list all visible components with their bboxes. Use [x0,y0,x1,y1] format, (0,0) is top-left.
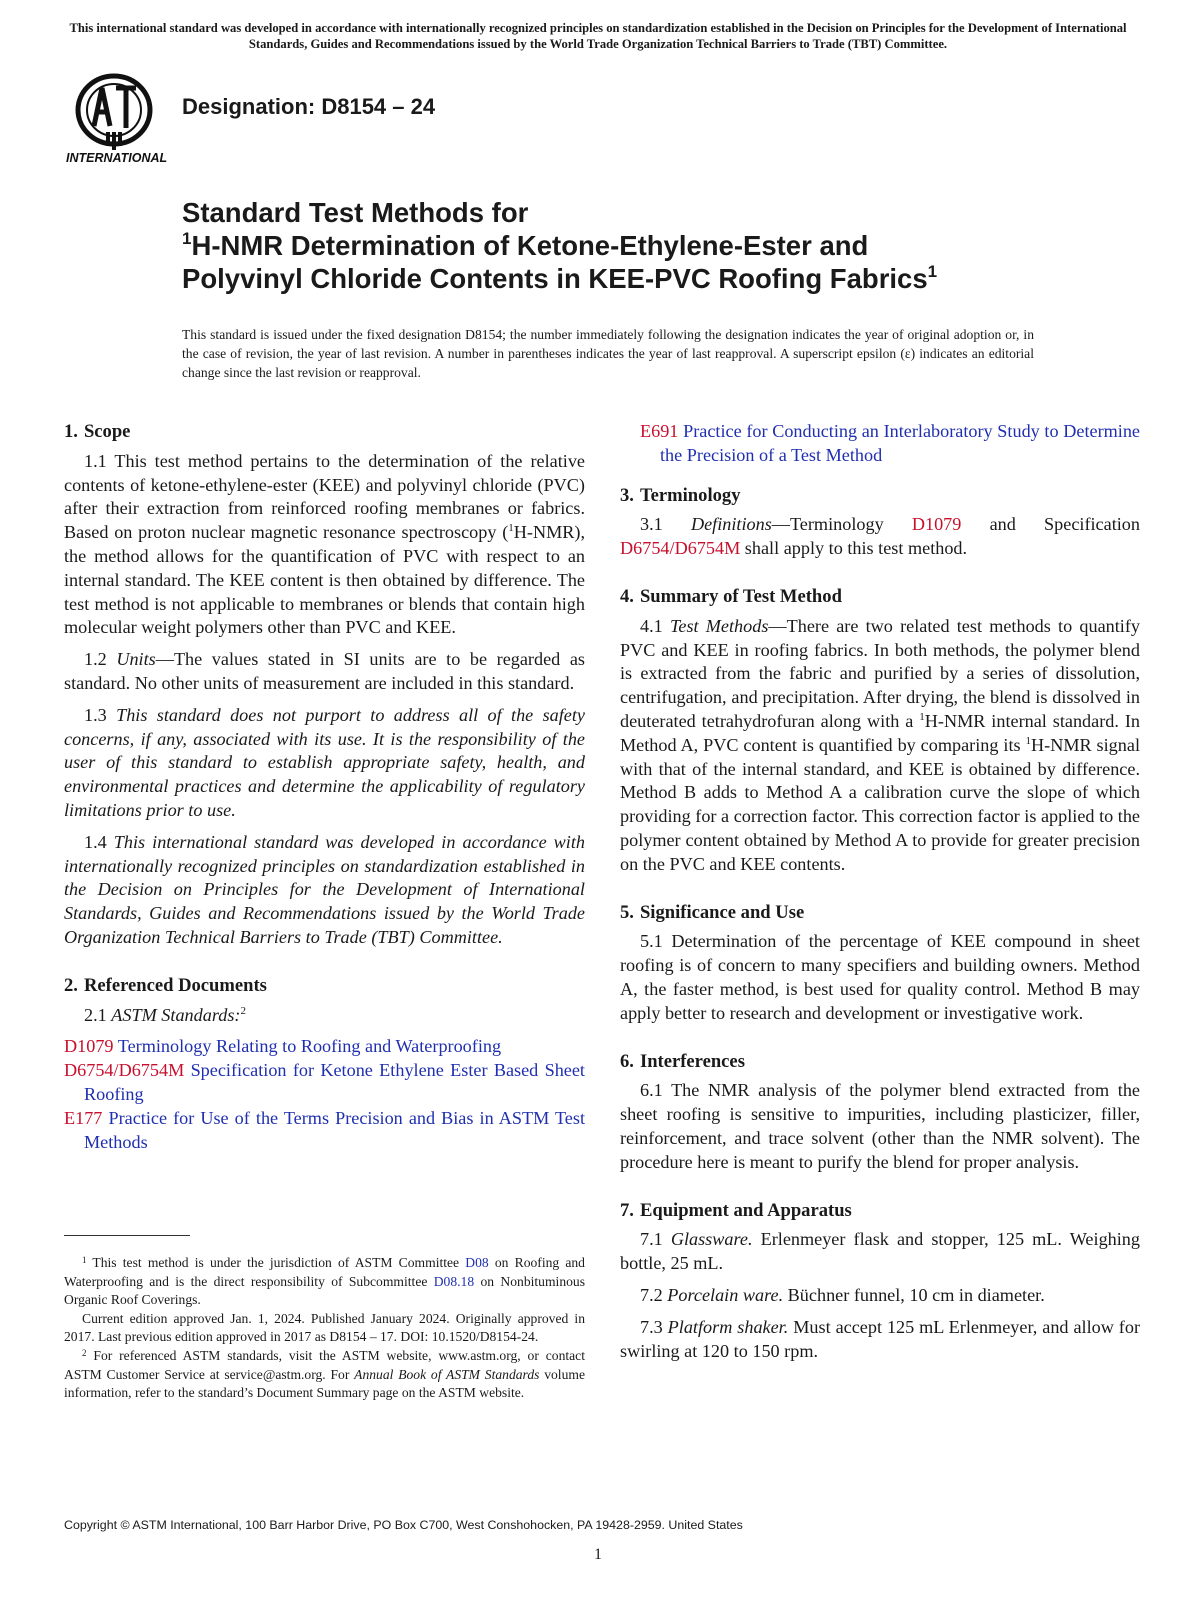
link-d08-18[interactable]: D08.18 [433,1273,475,1289]
section-heading-terminology: 3. Terminology [620,484,741,506]
para-6-1: 6.1 The NMR analysis of the polymer blend extracted from the sheet roofing is sensitive to impurities, including plasticizer, filler, reinforcement, and trace solvent (other than the NMR solvent). The procedure here is meant to purify the blend for proper analysis. [620,1080,1140,1172]
footnotes [64,1254,585,1403]
title-line-3: Polyvinyl Chloride Contents in KEE-PVC Roofing Fabrics$^1$ [182,262,938,294]
section-heading-referenced-documents: 2. Referenced Documents [64,974,267,996]
para-2-1: 2.1 ASTM Standards:$^2$ [84,1004,246,1025]
ref-d1079[interactable]: D1079 Terminology Relating to Roofing and Waterproofing [64,1036,502,1057]
para-4-1: 4.1 Test Methods—There are two related test methods to quantify PVC and KEE in roofing fabrics. In both methods, the polymer blend is extracted from the fabric and purified by a series of dissolution, centrifugation, and precipitation. After drying, the blend is dissolved in deuterated tetrahydrofuran along with a $^1$H-NMR internal standard. In Method A, PVC content is quantified by comparing its $^1$H-NMR signal with that of the internal standard, and KEE is obtained by difference. Method B adds to Method A a calibration curve the slope of which providing for a correction factor. This correction factor is applied to the polymer content obtained by Method A to provide for greater precision on the PVC and KEE contents. [620,615,1140,874]
section-heading-interferences: 6. Interferences [620,1050,745,1072]
left-column [64,420,585,1154]
logo-subtext: INTERNATIONAL [66,151,168,165]
issue-note: This standard is issued under the fixed designation D8154; the number immediately following the designation indicates the year of original adoption or, in the case of revision, the year of last revision. A number in parentheses indicates the year of last reapproval. A superscript epsilon (ε) indicates an editorial change since the last revision or reapproval. [182,327,1034,380]
link-d6754[interactable]: D6754/D6754M [620,538,741,559]
section-heading-significance: 5. Significance and Use [620,901,805,923]
title-line-2: $^1$H-NMR Determination of Ketone-Ethylene-Ester and [182,229,869,261]
designation: Designation: D8154 – 24 [182,94,436,119]
footnote-rule [64,1235,190,1236]
para-1-4: 1.4 This international standard was developed in accordance with internationally recognized principles on standardization established in the Decision on Principles for the Development of International Standards, Guides and Recommendations issued by the World Trade Organization Technical Barriers to Trade (TBT) Committee. [64,831,586,947]
para-3-1: 3.1 Definitions—Terminology D1079 and Specification D6754/D6754M shall apply to this test method. [620,514,1140,559]
page-number: 1 [594,1546,602,1563]
tbt-banner: This international standard was developed in accordance with internationally recognized principles on standardization established in the Decision on Principles for the Development of International Standards, Guides and Recommendations issued by the World Trade Organization Technical Barriers to Trade (TBT) Committee. [69,21,1127,51]
para-5-1: 5.1 Determination of the percentage of KEE compound in sheet roofing is of concern to many specifiers and building owners. Method A, the faster method, is best used for quality control. Method B may apply better to research and development or investigative work. [620,931,1140,1023]
ref-e691[interactable]: E691 Practice for Conducting an Interlaboratory Study to Determine the Precision of a Test Method [640,421,1140,465]
document-title [182,196,1082,295]
section-heading-scope: 1. Scope [64,421,131,442]
para-7-1: 7.1 Glassware. Erlenmeyer flask and stopper, 125 mL. Weighing bottle, 25 mL. [620,1229,1140,1274]
footnote-1: $^1$ This test method is under the jurisdiction of ASTM Committee D08 on Roofing and Waterproofing and is the direct responsibility of Subcommittee D08.18 on Nonbituminous Organic Roof Coverings. [64,1255,585,1308]
title-line-1: Standard Test Methods for [182,197,529,228]
ref-e177[interactable]: E177 Practice for Use of the Terms Precision and Bias in ASTM Test Methods [64,1107,586,1152]
footnote-edition: Current edition approved Jan. 1, 2024. Published January 2024. Originally approved in 2017. Last previous edition approved in 2017 as D8154 – 17. DOI: 10.1520/D8154-24. [64,1310,585,1345]
section-heading-equipment: 7. Equipment and Apparatus [620,1199,852,1221]
link-d1079[interactable]: D1079 [911,514,962,535]
footnote-2: $^2$ For referenced ASTM standards, visit the ASTM website, www.astm.org, or contact ASTM Customer Service at service@astm.org. For Annual Book of ASTM Standards volume information, refer to the standard’s Document Summary page on the ASTM website. [64,1347,585,1401]
para-7-3: 7.3 Platform shaker. Must accept 125 mL Erlenmeyer, and allow for swirling at 120 to 150 rpm. [620,1316,1140,1361]
astm-logo [64,70,168,166]
copyright: Copyright © ASTM International, 100 Barr Harbor Drive, PO Box C700, West Conshohocken, PA 19428-2959. United States [64,1518,743,1532]
right-column [620,420,1140,1371]
para-1-2: 1.2 Units—The values stated in SI units are to be regarded as standard. No other units of measurement are included in this standard. [64,649,585,693]
para-1-1: 1.1 This test method pertains to the determination of the relative contents of ketone-ethylene-ester (KEE) and polyvinyl chloride (PVC) after their extraction from reinforced roofing membranes or fabrics. Based on proton nuclear magnetic resonance spectroscopy ($^1$H-NMR), the method allows for the quantification of PVC with respect to an internal standard. The KEE content is then obtained by difference. The test method is not applicable to membranes or blends that contain high molecular weight polymers other than PVC and KEE. [64,450,585,638]
astm-logo-mark [64,70,168,166]
link-d08[interactable]: D08 [465,1255,489,1270]
section-heading-summary: 4. Summary of Test Method [620,585,842,607]
para-7-2: 7.2 Porcelain ware. Büchner funnel, 10 cm in diameter. [640,1284,1045,1305]
para-1-3: 1.3 This standard does not purport to address all of the safety concerns, if any, associated with its use. It is the responsibility of the user of this standard to establish appropriate safety, health, and environmental practices and determine the applicability of regulatory limitations prior to use. [64,704,585,820]
ref-d6754[interactable]: D6754/D6754M Specification for Ketone Ethylene Ester Based Sheet Roofing [64,1060,585,1104]
